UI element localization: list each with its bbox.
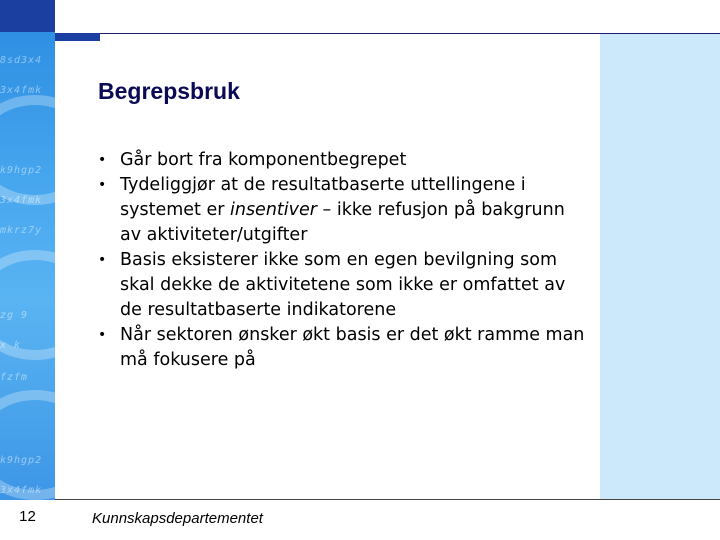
slide-title: Begrepsbruk (98, 78, 240, 104)
page-number: 12 (19, 508, 36, 525)
strip-pattern-text: 3x4fmk (0, 485, 43, 496)
bullet-item (98, 148, 588, 173)
bullet-item (98, 323, 588, 373)
bullet-text: Basis eksisterer ikke som en egen bevilgning som skal dekke de aktivitetene som ikke er omfattet av de resultatbaserte indikatorene (120, 250, 566, 320)
strip-pattern-text: 8sd3x4 (0, 55, 43, 66)
strip-pattern-text: k9hgp2 (0, 455, 43, 466)
bullet-text: Når sektoren ønsker økt basis er det økt ramme man må fokusere på (120, 325, 585, 370)
bullet-text: Tydeliggjør at de resultatbaserte uttellingene i systemet er (120, 175, 526, 220)
top-accent-bar (55, 33, 100, 41)
decorative-side-strip (0, 0, 55, 500)
strip-pattern-text: zg 9 (0, 310, 29, 321)
strip-pattern-text: 3x4fmk (0, 85, 43, 96)
strip-pattern-text: 3x4fmk (0, 195, 43, 206)
bullet-list (98, 148, 588, 373)
right-side-panel (600, 34, 720, 500)
swoosh-shape (0, 95, 55, 205)
bullet-item (98, 173, 588, 248)
bullet-text: Går bort fra komponentbegrepet (120, 150, 407, 170)
strip-pattern-text: x k (0, 340, 22, 351)
bullet-text: – ikke refusjon på bakgrunn av aktiviteter/utgifter (120, 200, 565, 245)
swoosh-shape (0, 390, 55, 500)
bullet-emphasis: insentiver (229, 200, 317, 220)
bottom-divider (55, 499, 720, 500)
strip-pattern-text: fzfm (0, 372, 29, 383)
strip-pattern-text: mkrz7y (0, 225, 43, 236)
footer-organization: Kunnskapsdepartementet (92, 510, 263, 527)
bullet-item (98, 248, 588, 323)
strip-top-block (0, 0, 55, 32)
strip-pattern-text: k9hgp2 (0, 165, 43, 176)
